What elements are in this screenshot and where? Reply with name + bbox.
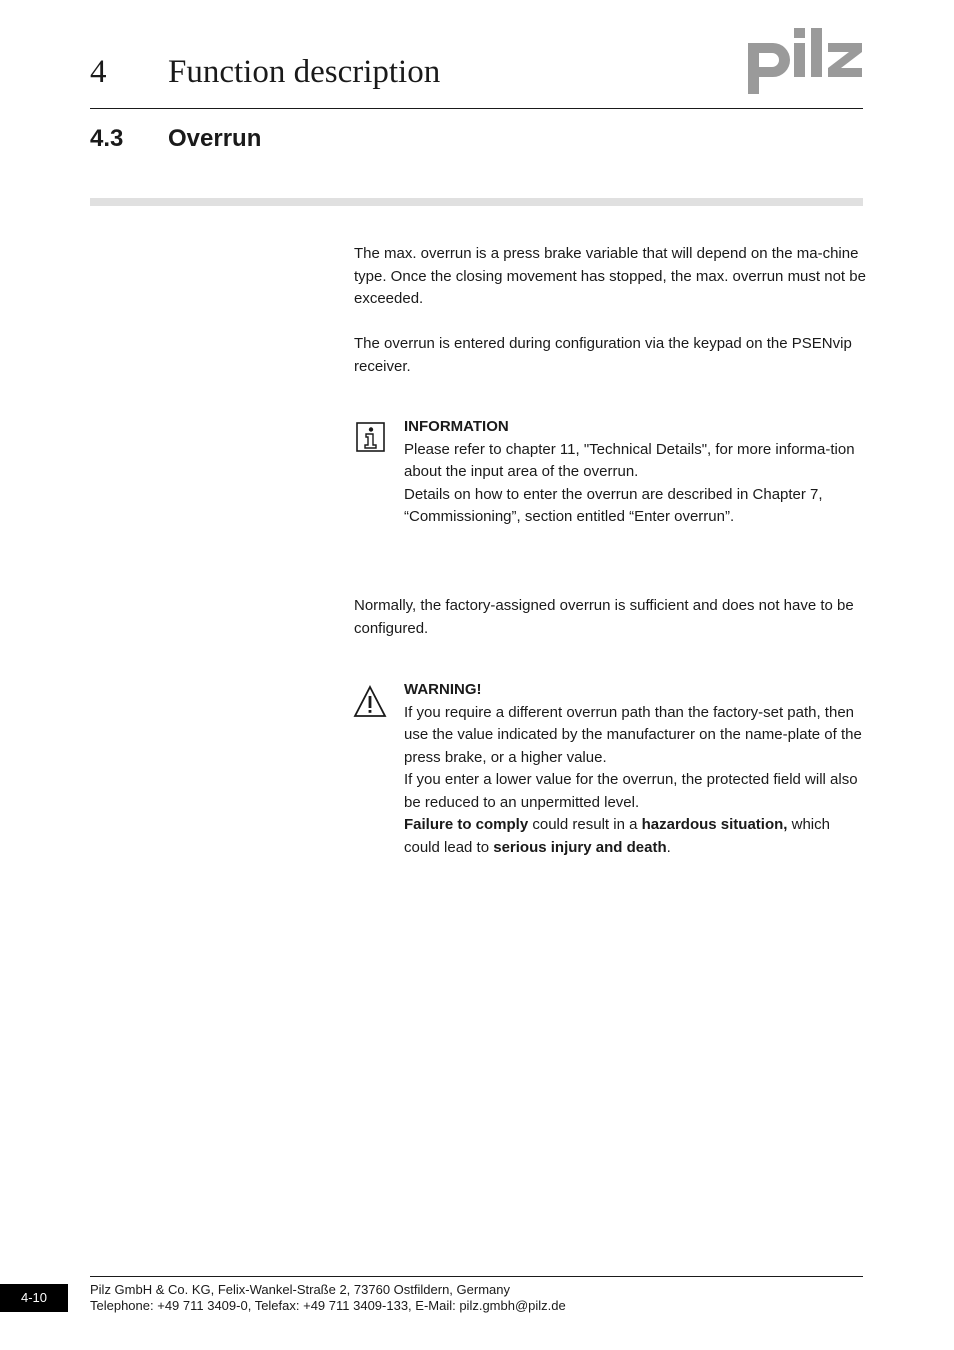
warning-bold-failure: Failure to comply <box>404 816 529 833</box>
warning-note <box>404 679 866 859</box>
warning-line-overrun-path: If you require a different overrun path than the factory-set path, then use the value indicated by the manufacturer on the name-plate of the press brake, or a higher value. <box>404 703 862 766</box>
section-title: Overrun <box>168 125 262 152</box>
footer-rule <box>90 1276 863 1277</box>
warning-triangle-icon <box>353 685 387 718</box>
chapter-number: 4 <box>90 54 107 90</box>
warning-heading: WARNING! <box>404 681 482 698</box>
information-note <box>404 416 866 529</box>
footer-address <box>90 1282 566 1314</box>
header-rule <box>90 108 863 109</box>
information-icon <box>356 422 385 452</box>
warning-consequence <box>404 814 866 859</box>
warning-text-1: could result in a <box>528 816 642 833</box>
warning-text-2: which could lead to <box>404 816 830 856</box>
section-divider-bar <box>90 198 863 206</box>
paragraph-max-overrun: The max. overrun is a press brake variable that will depend on the ma-chine type. Once the closing movement has stopped, the max. overrun must not be exceeded. <box>354 245 866 307</box>
warning-bold-injury: serious injury and death <box>493 838 667 856</box>
footer-contact: Telephone: +49 711 3409-0, Telefax: +49 711 3409-133, E-Mail: pilz.gmbh@pilz.de <box>90 1298 566 1313</box>
paragraph-factory-overrun: Normally, the factory-assigned overrun is sufficient and does not have to be configured. <box>354 597 854 637</box>
warning-text-3: . <box>666 838 671 856</box>
information-line-technical-details: Please refer to chapter 11, "Technical Details", for more informa-tion about the input area of the overrun. <box>404 440 855 480</box>
warning-bold-hazardous: hazardous situation, <box>641 816 788 833</box>
footer-company-address: Pilz GmbH & Co. KG, Felix-Wankel-Straße 2, 73760 Ostfildern, Germany <box>90 1282 510 1297</box>
page-number: 4-10 <box>0 1284 68 1312</box>
warning-line-lower-value: If you enter a lower value for the overrun, the protected field will also be reduced to an unpermitted level. <box>404 771 858 811</box>
chapter-title: Function description <box>168 54 441 90</box>
information-heading: INFORMATION <box>404 418 509 435</box>
section-number: 4.3 <box>90 125 124 152</box>
information-line-commissioning: Details on how to enter the overrun are described in Chapter 7, “Commissioning”, section entitled “Enter overrun”. <box>404 485 823 525</box>
paragraph-overrun-entry: The overrun is entered during configuration via the keypad on the PSENvip receiver. <box>354 335 852 375</box>
pilz-logo <box>748 28 866 96</box>
